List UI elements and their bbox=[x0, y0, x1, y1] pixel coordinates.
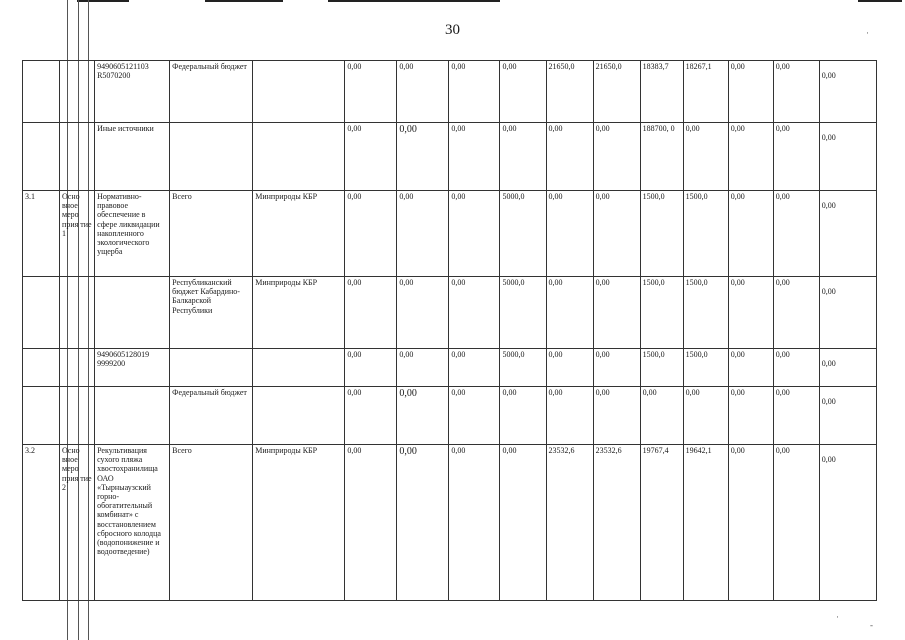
activity-type-cell: Осно вное меро прия тие 1 bbox=[60, 191, 95, 277]
row-number-cell bbox=[23, 349, 60, 387]
top-rule bbox=[858, 0, 902, 2]
value-cell: 0,00 bbox=[546, 387, 593, 445]
value-cell: 0,00 bbox=[397, 191, 449, 277]
executor-cell bbox=[253, 349, 345, 387]
value-cell: 0,00 bbox=[773, 277, 819, 349]
value-cell: 0,00 bbox=[500, 387, 546, 445]
value-cell: 0,00 bbox=[397, 61, 449, 123]
value-cell: 0,00 bbox=[773, 123, 819, 191]
scan-mark: · bbox=[836, 612, 839, 622]
value-cell: 0,00 bbox=[546, 123, 593, 191]
activity-type-cell bbox=[60, 349, 95, 387]
value-cell: 0,00 bbox=[593, 349, 640, 387]
activity-type-cell bbox=[60, 123, 95, 191]
funding-source-cell bbox=[170, 349, 253, 387]
budget-table bbox=[22, 60, 877, 601]
value-cell: 0,00 bbox=[819, 445, 876, 601]
funding-source-cell: Всего bbox=[170, 445, 253, 601]
value-cell: 0,00 bbox=[773, 191, 819, 277]
value-cell: 0,00 bbox=[397, 123, 449, 191]
value-cell: 0,00 bbox=[728, 445, 773, 601]
value-cell: 0,00 bbox=[546, 277, 593, 349]
value-cell: 19767,4 bbox=[640, 445, 683, 601]
value-cell: 21650,0 bbox=[593, 61, 640, 123]
row-number-cell bbox=[23, 61, 60, 123]
value-cell: 0,00 bbox=[449, 445, 500, 601]
row-number-cell bbox=[23, 387, 60, 445]
value-cell: 0,00 bbox=[449, 123, 500, 191]
executor-cell: Минприроды КБР bbox=[253, 445, 345, 601]
table-row bbox=[23, 191, 877, 277]
value-cell: 0,00 bbox=[449, 191, 500, 277]
value-cell: 0,00 bbox=[345, 61, 397, 123]
value-cell: 5000,0 bbox=[500, 191, 546, 277]
value-cell: 1500,0 bbox=[683, 277, 728, 349]
table-row bbox=[23, 277, 877, 349]
description-cell: Иные источники bbox=[95, 123, 170, 191]
value-cell: 0,00 bbox=[449, 61, 500, 123]
value-cell: 0,00 bbox=[593, 123, 640, 191]
table-row bbox=[23, 387, 877, 445]
value-cell: 0,00 bbox=[728, 123, 773, 191]
value-cell: 23532,6 bbox=[593, 445, 640, 601]
value-cell: 0,00 bbox=[728, 191, 773, 277]
funding-source-cell: Федеральный бюджет bbox=[170, 387, 253, 445]
value-cell: 0,00 bbox=[397, 445, 449, 601]
value-cell: 0,00 bbox=[819, 123, 876, 191]
value-cell: 0,00 bbox=[728, 61, 773, 123]
description-cell: 9490605128019 9999200 bbox=[95, 349, 170, 387]
value-cell: 0,00 bbox=[449, 387, 500, 445]
table-row bbox=[23, 61, 877, 123]
value-cell: 0,00 bbox=[345, 445, 397, 601]
value-cell: 18383,7 bbox=[640, 61, 683, 123]
value-cell: 5000,0 bbox=[500, 349, 546, 387]
value-cell: 23532,6 bbox=[546, 445, 593, 601]
activity-type-cell bbox=[60, 387, 95, 445]
executor-cell: Минприроды КБР bbox=[253, 277, 345, 349]
value-cell: 0,00 bbox=[593, 191, 640, 277]
value-cell: 0,00 bbox=[728, 349, 773, 387]
value-cell: 0,00 bbox=[345, 387, 397, 445]
value-cell: 19642,1 bbox=[683, 445, 728, 601]
value-cell: 0,00 bbox=[397, 387, 449, 445]
value-cell: 0,00 bbox=[345, 277, 397, 349]
value-cell: 0,00 bbox=[819, 277, 876, 349]
value-cell: 0,00 bbox=[546, 191, 593, 277]
scan-mark: - bbox=[870, 620, 873, 630]
value-cell: 0,00 bbox=[728, 387, 773, 445]
value-cell: 0,00 bbox=[593, 277, 640, 349]
value-cell: 1500,0 bbox=[640, 191, 683, 277]
value-cell: 0,00 bbox=[819, 387, 876, 445]
top-rule bbox=[328, 0, 500, 2]
description-cell: 9490605121103 R5070200 bbox=[95, 61, 170, 123]
value-cell: 0,00 bbox=[819, 349, 876, 387]
executor-cell: Минприроды КБР bbox=[253, 191, 345, 277]
value-cell: 0,00 bbox=[500, 123, 546, 191]
top-rule bbox=[77, 0, 129, 2]
value-cell: 0,00 bbox=[819, 191, 876, 277]
value-cell: 0,00 bbox=[683, 387, 728, 445]
row-number-cell bbox=[23, 277, 60, 349]
value-cell: 5000,0 bbox=[500, 277, 546, 349]
description-cell bbox=[95, 387, 170, 445]
value-cell: 0,00 bbox=[397, 277, 449, 349]
funding-source-cell: Федеральный бюджет bbox=[170, 61, 253, 123]
value-cell: 21650,0 bbox=[546, 61, 593, 123]
value-cell: 0,00 bbox=[345, 349, 397, 387]
table-row bbox=[23, 445, 877, 601]
value-cell: 0,00 bbox=[546, 349, 593, 387]
value-cell: 0,00 bbox=[773, 387, 819, 445]
value-cell: 0,00 bbox=[397, 349, 449, 387]
scan-mark: · bbox=[866, 28, 869, 38]
executor-cell bbox=[253, 61, 345, 123]
value-cell: 0,00 bbox=[449, 349, 500, 387]
value-cell: 1500,0 bbox=[683, 191, 728, 277]
table-row bbox=[23, 123, 877, 191]
value-cell: 0,00 bbox=[500, 61, 546, 123]
activity-type-cell bbox=[60, 61, 95, 123]
table-body bbox=[23, 61, 877, 601]
value-cell: 1500,0 bbox=[640, 277, 683, 349]
executor-cell bbox=[253, 123, 345, 191]
executor-cell bbox=[253, 387, 345, 445]
value-cell: 0,00 bbox=[728, 277, 773, 349]
top-rule bbox=[205, 0, 283, 2]
row-number-cell bbox=[23, 123, 60, 191]
page-number: 30 bbox=[445, 22, 460, 38]
funding-source-cell: Республиканский бюджет Кабардино-Балкарской Республики bbox=[170, 277, 253, 349]
value-cell: 0,00 bbox=[593, 387, 640, 445]
value-cell: 18267,1 bbox=[683, 61, 728, 123]
description-cell: Рекультивация сухого пляжа хвостохранилища ОАО «Тырныаузский горно-обогатительный комбинат» с восстановлением сбросного колодца (водопонижение и водоотведение) bbox=[95, 445, 170, 601]
table-row bbox=[23, 349, 877, 387]
value-cell: 0,00 bbox=[500, 445, 546, 601]
activity-type-cell: Осно вное меро прия тие 2 bbox=[60, 445, 95, 601]
value-cell: 0,00 bbox=[345, 123, 397, 191]
description-cell: Нормативно-правовое обеспечение в сфере ликвидации накопленного экологического ущерба bbox=[95, 191, 170, 277]
funding-source-cell bbox=[170, 123, 253, 191]
value-cell: 0,00 bbox=[683, 123, 728, 191]
value-cell: 1500,0 bbox=[640, 349, 683, 387]
value-cell: 188700, 0 bbox=[640, 123, 683, 191]
row-number-cell: 3.1 bbox=[23, 191, 60, 277]
row-number-cell: 3.2 bbox=[23, 445, 60, 601]
value-cell: 0,00 bbox=[773, 61, 819, 123]
value-cell: 1500,0 bbox=[683, 349, 728, 387]
funding-source-cell: Всего bbox=[170, 191, 253, 277]
value-cell: 0,00 bbox=[640, 387, 683, 445]
value-cell: 0,00 bbox=[773, 445, 819, 601]
value-cell: 0,00 bbox=[449, 277, 500, 349]
value-cell: 0,00 bbox=[819, 61, 876, 123]
value-cell: 0,00 bbox=[345, 191, 397, 277]
value-cell: 0,00 bbox=[773, 349, 819, 387]
description-cell bbox=[95, 277, 170, 349]
activity-type-cell bbox=[60, 277, 95, 349]
